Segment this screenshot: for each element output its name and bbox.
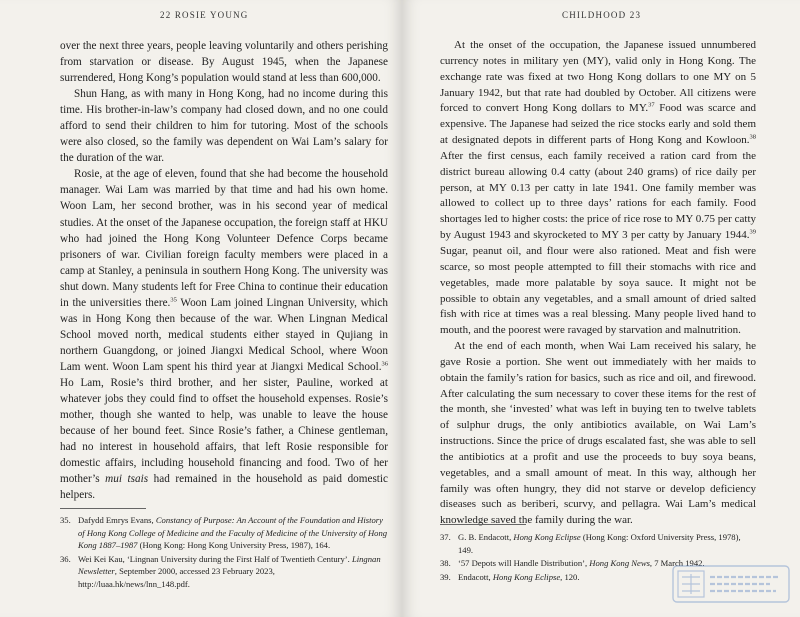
footnote-number: 39. xyxy=(440,571,451,582)
running-head-left: 22 ROSIE YOUNG xyxy=(160,10,249,20)
footnote-number: 38. xyxy=(440,558,451,569)
footnote-title: Hong Kong Eclipse xyxy=(492,571,561,582)
footnote-ref[interactable]: 38 xyxy=(749,133,756,141)
paragraph-text: At the onset of the occupation, the Japanese issued unnumbered currency notes in military yen (MY), valid only in Hong Kong. The exchange rate was fixed at two Hong Kong dollars to one MY on 5 January 1942, but that rate had doubled by October. All citizens were forced to convert Hong Kong dollars to MY. xyxy=(440,39,756,115)
paragraph-text: Woon Lam joined Lingnan University, which was in Hong Kong then because of the war. When Lingnan Medical School moved north, medical students either stayed in Qujiang in northern Guangdong, or joined Jiangxi Medical School, where Woon Lam went. Woon Lam spent his third year at Jiangxi Medical School. xyxy=(60,296,388,373)
italic-term: mui tsais xyxy=(105,473,149,486)
footnote-ref[interactable]: 36 xyxy=(381,360,388,368)
paragraph-text: had remained in the household as paid domestic helpers. xyxy=(60,473,388,502)
footnote-text xyxy=(78,514,388,552)
footnote-divider xyxy=(60,508,146,509)
footnote-ref[interactable]: 37 xyxy=(648,101,655,109)
footnotes-right xyxy=(440,531,756,584)
footnote-title: Hong Kong News xyxy=(589,558,650,569)
footnote-title: Constancy of Purpose: An Account of the Foundation and History of Hong Kong College of Medicine and the Faculty of Medicine of the University of Hong Kong 1887–1987 xyxy=(78,515,388,551)
footnote-ref[interactable]: 35 xyxy=(170,296,177,304)
footnote-text-part: , 7 March 1942. xyxy=(649,558,705,569)
footnote-text-part: (Hong Kong: Hong Kong University Press, 1987), 164. xyxy=(137,540,331,551)
footnote xyxy=(440,571,756,584)
footnotes-left xyxy=(60,514,388,592)
footnote-title: Hong Kong Eclipse xyxy=(513,532,581,542)
paragraph-text: Sugar, peanut oil, and flour were also rationed. Meat and fish were scarce, so most people attempted to fill their stomachs with rice and vegetables, made more palatable by soya sauce. It might not be possible to obtain any vegetables, and a small amount of dried salted fish with rice at times was a real blessing. Many people lived hand to mouth, and the poorest were ravaged by starvation and malnutrition. xyxy=(440,244,756,337)
footnote xyxy=(60,553,388,591)
footnote-text-part: Endacott, xyxy=(458,571,493,582)
footnote-text-part: (Hong Kong: Oxford University Press, 1978), 149. xyxy=(458,532,741,555)
paragraph-text: Food was scarce and expensive. The Japanese had seized the rice stocks early and sold them at designated depots in different parts of Hong Kong and Kowloon. xyxy=(440,102,756,147)
footnote xyxy=(60,514,388,552)
running-head-right: CHILDHOOD 23 xyxy=(562,10,642,20)
footnote-text xyxy=(458,571,756,584)
footnote-text-part: Dafydd Emrys Evans, xyxy=(78,515,156,525)
paragraph-text: Ho Lam, Rosie’s third brother, and her sister, Pauline, worked at whatever jobs they could find to offset the household expenses. Rosie’s mother, though she wanted to help, was unable to leave the house because of her bound feet. Since Rosie’s father, a Chinese gentleman, had no interest in household affairs, that left Rosie responsible for domestic affairs, including household financing and food. Two of her mother’s xyxy=(60,376,388,486)
footnote-text-part: , 120. xyxy=(560,571,580,582)
paragraph-text: After the first census, each family received a ration card from the district bureau allowing 0.4 catty (about 240 grams) of rice daily per person, at MY 0.13 per catty in late 1941. One family member was allowed to collect up to three days’ rations for each family. Food shortages led to higher costs: the price of rice rose to MY 0.75 per catty by August 1943 and skyrocketed to MY 3 per catty by January 1944. xyxy=(440,149,756,242)
footnote-number: 37. xyxy=(440,532,451,542)
footnote-text-part: G. B. Endacott, xyxy=(458,532,514,542)
paragraph xyxy=(440,38,756,339)
paragraph: At the end of each month, when Wai Lam received his salary, he gave Rosie a portion. She went out immediately with her maids to obtain the family’s ration for basics, such as rice and oil, and firewood. After calculating the sum necessary to cover these items for the rest of the month, she ‘invested’ what was left in buying ten to twelve tablets of sulphur drugs, the only antibiotics available, on Wai Lam’s instructions. Since the price of drugs escalated fast, she was able to sell the antibiotics at a profit and use the proceeds to buy soya beans, vegetables, and a small amount of meat. In this way, although her family was often hungry, they did not starve or develop deficiency diseases such as beriberi, scurvy, and pellagra. Wai Lam’s medical knowledge saved the family during the war. xyxy=(440,340,756,527)
paragraph xyxy=(60,166,388,503)
left-page-body xyxy=(60,38,388,503)
paragraph: over the next three years, people leaving voluntarily and others perishing from starvation or disease. By August 1945, when the Japanese surrendered, Hong Kong’s population would stand at less than 600,000. xyxy=(60,40,388,85)
footnote-text xyxy=(78,553,388,591)
paragraph-text: Rosie, at the age of eleven, found that she had become the household manager. Wai Lam was married by that time and had his own home. Woon Lam, her second brother, was in his second year of medical studies. At the onset of the Japanese occupation, the foreign staff at HKU who had joined the Hong Kong Volunteer Defence Corps became prisoners of war. Civilian foreign faculty members were placed in a camp at Stanley, a peninsula in southern Hong Kong. The university was shut down. Many students left for Free China to continue their education in the universities there. xyxy=(60,168,388,309)
footnote xyxy=(440,531,756,556)
footnote xyxy=(440,557,756,570)
footnote-divider xyxy=(440,524,526,525)
footnote-title: Lingnan Newsletter xyxy=(78,553,381,577)
footnote-number: 36. xyxy=(60,553,71,564)
footnote-ref[interactable]: 39 xyxy=(749,228,756,236)
footnote-text xyxy=(458,531,756,556)
footnote-text-part: , September 2000, accessed 23 February 2023, http://luaa.hk/news/lnn_148.pdf. xyxy=(78,566,275,589)
right-page-body xyxy=(440,38,756,529)
paragraph: Shun Hang, as with many in Hong Kong, had no income during this time. His brother-in-law’s company had closed down, and no one could afford to send their children to him for tutoring. Most of the schools were also closed, so the family was dependent on Wai Lam’s salary for the duration of the war. xyxy=(60,88,388,165)
footnote-number: 35. xyxy=(60,515,71,525)
footnote-text-part: Wei Kei Kau, ‘Lingnan University during the First Half of Twentieth Century’. xyxy=(78,553,352,564)
footnote-text-part: ‘57 Depots will Handle Distribution’, xyxy=(458,558,590,569)
footnote-text xyxy=(458,557,756,570)
right-page xyxy=(402,0,800,617)
